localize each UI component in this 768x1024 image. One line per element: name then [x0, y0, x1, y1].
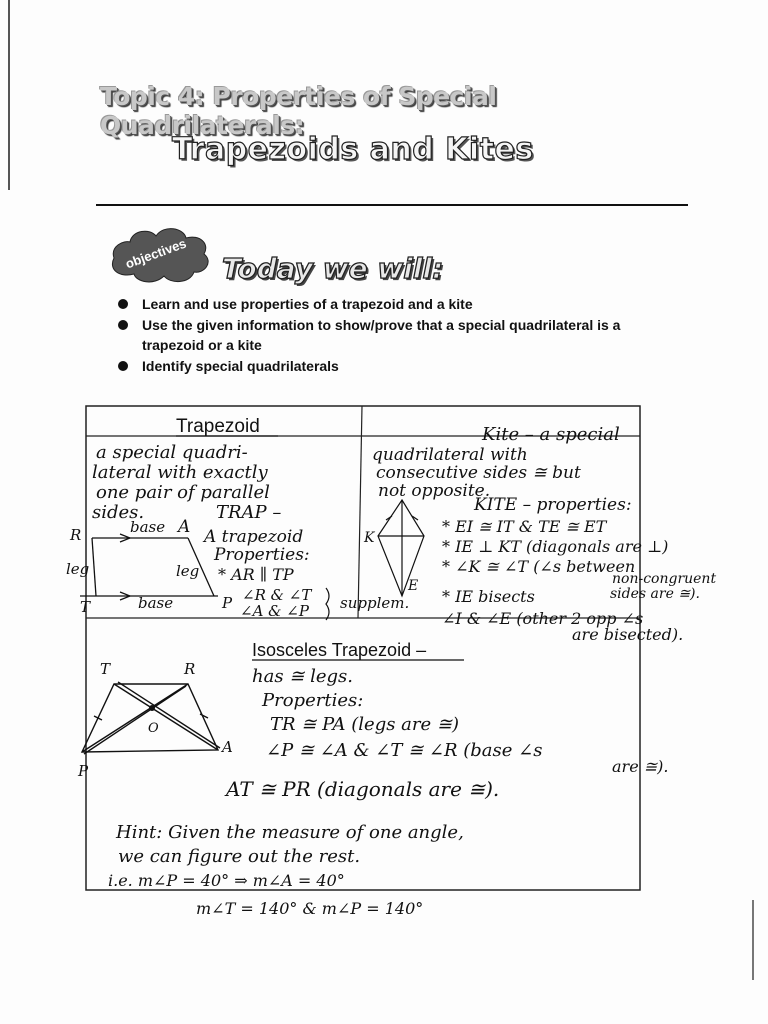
objectives-heading: Today we will:	[222, 252, 444, 285]
vertex-label: E	[408, 578, 419, 594]
topic-title: Topic 4: Properties of Special Quadrilaterals:	[100, 82, 497, 140]
objective-text: Identify special quadrilaterals	[142, 358, 339, 374]
kite-definition-line: not opposite.	[378, 481, 491, 501]
isosceles-property-line: ∠P ≅ ∠A & ∠T ≅ ∠R (base ∠s	[266, 740, 543, 761]
trapezoid-property-line: ∠R & ∠T	[242, 586, 312, 604]
kite-property-line: are bisected).	[572, 625, 684, 644]
hint-line: we can figure out the rest.	[118, 846, 361, 867]
vertex-label: P	[78, 762, 89, 780]
trapezoid-definition-line: lateral with exactly	[92, 462, 268, 483]
trapezoid-heading: Trapezoid	[176, 416, 260, 437]
hint-line: i.e. m∠P = 40° ⇒ m∠A = 40°	[108, 871, 345, 890]
trapezoid-definition-line: a special quadri-	[96, 442, 248, 463]
hint-line: Hint: Given the measure of one angle,	[116, 822, 464, 843]
isosceles-property-line: TR ≅ PA (legs are ≅)	[270, 714, 459, 735]
kite-property-line: * ∠K ≅ ∠T (∠s between	[442, 557, 636, 576]
trapezoid-property-line: A trapezoid	[204, 527, 304, 547]
trapezoid-definition-line: one pair of parallel	[96, 482, 270, 503]
vertex-label: R	[70, 526, 82, 544]
kite-property-line: * IE ⊥ KT (diagonals are ⊥)	[442, 537, 669, 556]
table-column-divider	[358, 406, 362, 618]
hint-line: m∠T = 140° & m∠P = 140°	[196, 899, 424, 918]
isosceles-heading: Isosceles Trapezoid –	[252, 640, 427, 660]
kite-definition-line: quadrilateral with	[372, 445, 528, 465]
isosceles-property-line: has ≅ legs.	[252, 666, 353, 687]
kite-property-line: * EI ≅ IT & TE ≅ ET	[442, 517, 607, 536]
kite-properties-title: KITE – properties:	[474, 495, 632, 515]
kite-property-line: sides are ≅).	[610, 586, 700, 602]
trapezoid-property-line: ∠A & ∠P	[240, 602, 309, 620]
isosceles-property-line: Properties:	[262, 690, 364, 711]
base-label: base	[130, 518, 166, 536]
leg-label: leg	[176, 562, 200, 580]
trap-label: TRAP –	[216, 502, 282, 523]
leg-label: leg	[66, 560, 90, 578]
objective-text: Learn and use properties of a trapezoid and a kite	[142, 296, 473, 312]
kite-property-line: ∠I & ∠E (other 2 opp ∠s	[442, 609, 644, 628]
vertex-label: A	[222, 738, 233, 756]
isosceles-property-line: are ≅).	[612, 757, 669, 776]
objective-text: Use the given information to show/prove that a special quadrilateral is a trapezoid or a kite	[142, 317, 621, 353]
base-label: base	[138, 594, 174, 612]
diagonal-intersection	[149, 705, 155, 711]
trapezoid-property-line: Properties:	[214, 545, 310, 565]
kite-definition-line: consecutive sides ≅ but	[376, 463, 581, 483]
trapezoid-definition-line: sides.	[92, 502, 145, 523]
vertex-label: A	[178, 517, 191, 537]
trapezoid-property-line: * AR ∥ TP	[218, 565, 294, 584]
kite-heading: Kite – a special	[482, 424, 620, 445]
kite-property-line: * IE bisects	[442, 587, 535, 606]
vertex-label: O	[148, 721, 159, 736]
vertex-label: T	[80, 598, 91, 616]
objectives-badge-label: objectives	[123, 235, 189, 272]
vertex-label: P	[222, 594, 233, 612]
vertex-label: K	[364, 530, 375, 546]
vertex-label: R	[184, 660, 196, 678]
kite-property-line: non-congruent	[612, 571, 717, 587]
isosceles-trapezoid-diagram	[82, 682, 220, 754]
isosceles-property-line: AT ≅ PR (diagonals are ≅).	[226, 777, 500, 801]
supplem-label: supplem.	[340, 594, 410, 612]
page-title: Trapezoids and Kites	[172, 132, 534, 167]
vertex-label: T	[100, 660, 111, 678]
